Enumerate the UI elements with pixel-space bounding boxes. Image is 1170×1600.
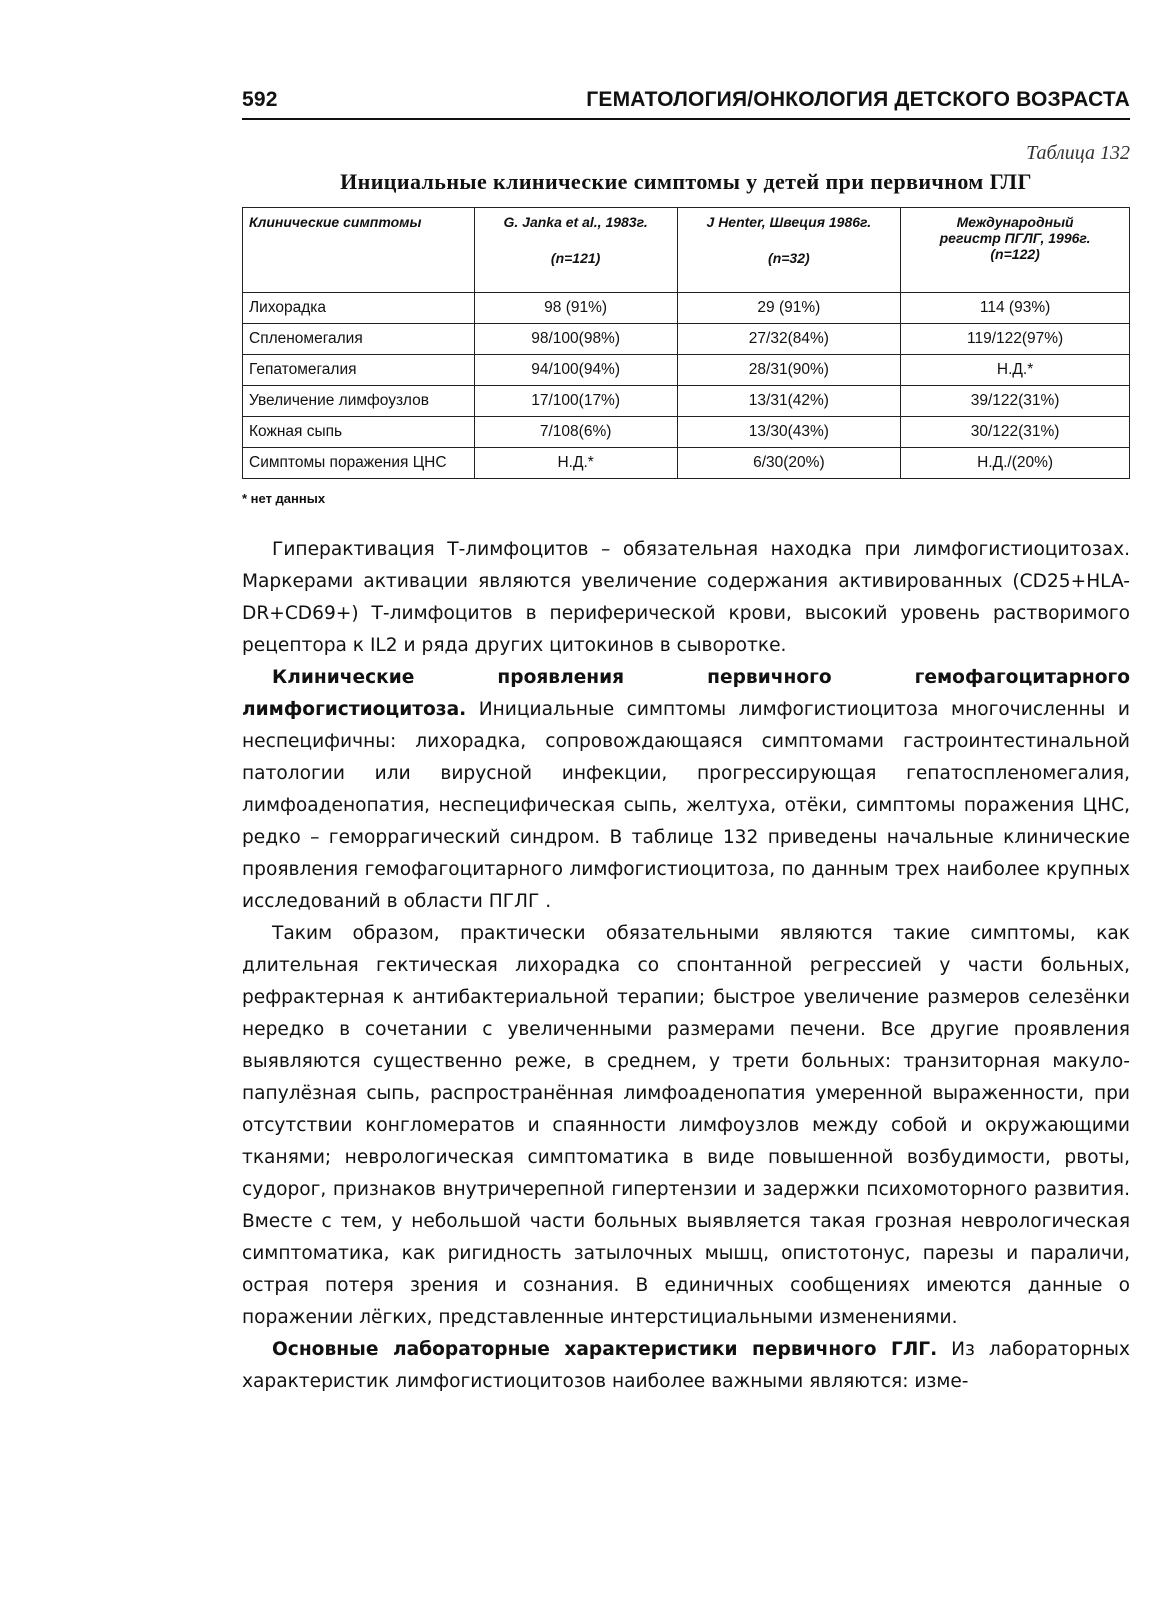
- value-cell: 7/108(6%): [474, 417, 677, 448]
- symptom-cell: Увеличение лимфоузлов: [243, 386, 475, 417]
- header-janka: G. Janka et al., 1983г. (n=121): [474, 208, 677, 293]
- paragraph-summary: Таким образом, практически обязательными являются такие симптомы, как длительная гектическая лихорадка со спонтанной регрессией у части больных, рефрактерная к антибактериальной терапии; быстрое увеличение размеров селезёнки нередко в сочетании с увеличенными размерами печени. Все другие проявления выявляются существенно реже, в среднем, у трети больных: транзиторная макуло-папулёзная сыпь, распространённая лимфоаденопатия умеренной выраженности, при отсутствии конгломератов и спаянности лимфоузлов между собой и окружающими тканями; неврологическая симптоматика в виде повышенной возбудимости, рвоты, судорог, признаков внутричерепной гипертензии и задержки психомоторного развития. Вместе с тем, у небольшой части больных выявляется такая грозная неврологическая симптоматика, как ригидность затылочных мышц, опистотонус, парезы и параличи, острая потеря зрения и сознания. В единичных сообщениях имеются данные о поражении лёгких, представленные интерстициальными изменениями.: [242, 923, 1130, 1328]
- table-footnote: * нет данных: [242, 491, 326, 506]
- table-row: [243, 417, 1130, 448]
- value-cell: 6/30(20%): [677, 448, 901, 479]
- table-row: [243, 448, 1130, 479]
- book-page: [242, 88, 1130, 1398]
- value-cell: 13/31(42%): [677, 386, 901, 417]
- table-number-label: Таблица 132: [1026, 142, 1130, 164]
- value-cell: 28/31(90%): [677, 355, 901, 386]
- symptom-cell: Кожная сыпь: [243, 417, 475, 448]
- value-cell: 39/122(31%): [901, 386, 1130, 417]
- symptom-cell: Лихорадка: [243, 293, 475, 324]
- value-cell: 30/122(31%): [901, 417, 1130, 448]
- table-row: [243, 293, 1130, 324]
- value-cell: Н.Д.*: [474, 448, 677, 479]
- running-title: ГЕМАТОЛОГИЯ/ОНКОЛОГИЯ ДЕТСКОГО ВОЗРАСТА: [586, 88, 1130, 111]
- value-cell: 17/100(17%): [474, 386, 677, 417]
- running-head: [242, 88, 1130, 120]
- value-cell: 119/122(97%): [901, 324, 1130, 355]
- paragraph-laboratory: Основные лабораторные характеристики первичного ГЛГ. Из лабораторных характеристик лимфогистиоцитозов наиболее важными являются: изме-: [242, 1339, 1130, 1392]
- paragraph-clinical-manifestations: Клинические проявления первичного гемофагоцитарного лимфогистиоцитоза. Инициальные симптомы лимфогистиоцитоза многочисленны и неспецифичны: лихорадка, сопровождающаяся симптомами гастроинтестинальной патологии или вирусной инфекции, прогрессирующая гепатоспленомегалия, лимфоаденопатия, неспецифическая сыпь, желтуха, отёки, симптомы поражения ЦНС, редко – геморрагический синдром. В таблице 132 приведены начальные клинические проявления гемофагоцитарного лимфогистиоцитоза, по данным трех наиболее крупных исследований в области ПГЛГ .: [242, 667, 1130, 912]
- value-cell: 114 (93%): [901, 293, 1130, 324]
- section-heading-clinical: Клинические проявления первичного гемофагоцитарного лимфогистиоцитоза.: [242, 667, 1130, 720]
- body-text: [242, 534, 1130, 1398]
- header-henter: J Henter, Швеция 1986г. (n=32): [677, 208, 901, 293]
- value-cell: 13/30(43%): [677, 417, 901, 448]
- symptoms-table: [242, 207, 1130, 479]
- paragraph-t-cell-activation: Гиперактивация Т-лимфоцитов – обязательная находка при лимфогистиоцитозах. Маркерами активации являются увеличение содержания активированных (CD25+HLA-DR+CD69+) Т-лимфоцитов в периферической крови, высокий уровень растворимого рецептора к IL2 и ряда других цитокинов в сыворотке.: [242, 539, 1130, 656]
- section-heading-laboratory: Основные лабораторные характеристики первичного ГЛГ.: [272, 1339, 938, 1360]
- symptom-cell: Симптомы поражения ЦНС: [243, 448, 475, 479]
- symptom-cell: Спленомегалия: [243, 324, 475, 355]
- header-registry: Международный регистр ПГЛГ, 1996г. (n=122): [901, 208, 1130, 293]
- value-cell: 98/100(98%): [474, 324, 677, 355]
- table-title: Инициальные клинические симптомы у детей при первичном ГЛГ: [340, 169, 1032, 194]
- value-cell: 94/100(94%): [474, 355, 677, 386]
- table-header-row: [243, 208, 1130, 293]
- value-cell: 98 (91%): [474, 293, 677, 324]
- page-number: 592: [242, 88, 278, 111]
- header-symptoms: Клинические симптомы: [243, 208, 475, 293]
- value-cell: Н.Д./(20%): [901, 448, 1130, 479]
- table-row: [243, 355, 1130, 386]
- symptom-cell: Гепатомегалия: [243, 355, 475, 386]
- value-cell: 27/32(84%): [677, 324, 901, 355]
- value-cell: Н.Д.*: [901, 355, 1130, 386]
- table-row: [243, 386, 1130, 417]
- table-row: [243, 324, 1130, 355]
- value-cell: 29 (91%): [677, 293, 901, 324]
